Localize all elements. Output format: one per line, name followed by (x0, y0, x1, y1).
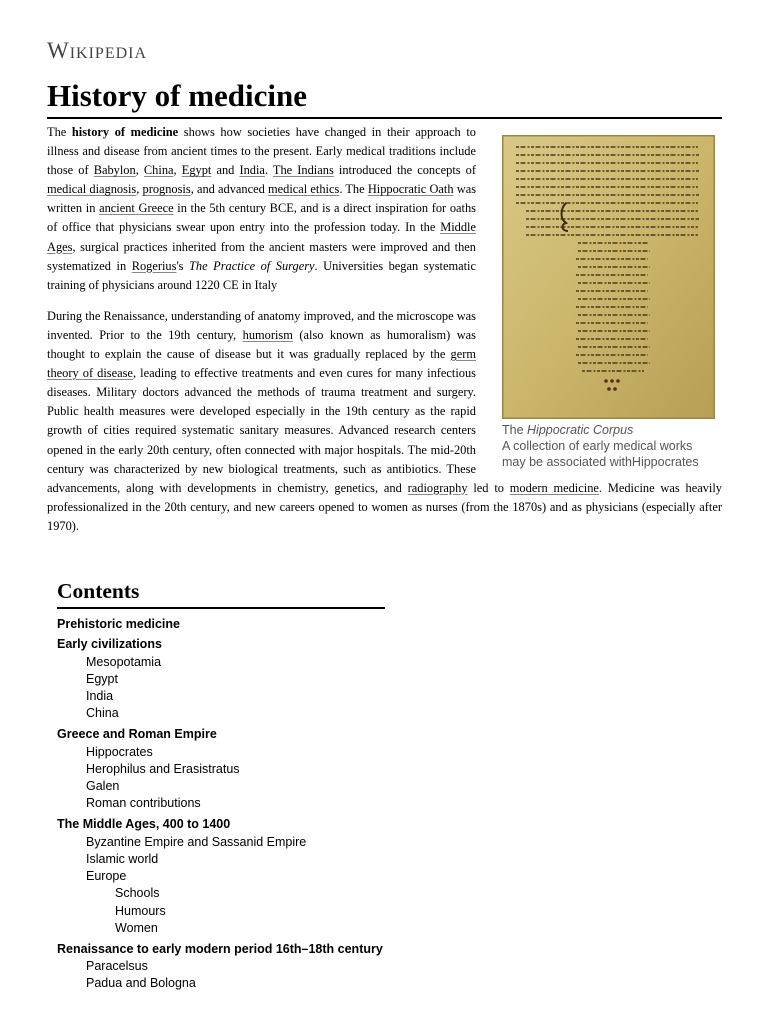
contents-heading: Contents (57, 579, 140, 603)
toc-item[interactable]: Renaissance to early modern period 16th–18th century (57, 941, 383, 956)
link-medical-ethics[interactable]: medical ethics (268, 182, 340, 197)
toc-subitem[interactable]: Padua and Bologna (86, 976, 196, 991)
contents-divider (57, 607, 385, 609)
link-prognosis[interactable]: prognosis (142, 182, 191, 197)
title-divider (47, 117, 722, 119)
toc-item[interactable]: Prehistoric medicine (57, 616, 180, 631)
link-ancient-greece[interactable]: ancient Greece (99, 201, 174, 216)
link-radiography[interactable]: radiography (407, 480, 468, 495)
toc-subitem[interactable]: India (86, 689, 114, 704)
toc-subitem[interactable]: Herophilus and Erasistratus (86, 761, 240, 776)
link-medical-diagnosis[interactable]: medical diagnosis (47, 182, 137, 197)
toc-subitem[interactable]: Islamic world (86, 851, 159, 866)
toc-subitem[interactable]: Mesopotamia (86, 654, 162, 669)
toc-subitem[interactable]: Byzantine Empire and Sassanid Empire (86, 834, 307, 849)
toc-subsubitem[interactable]: Women (115, 921, 158, 936)
link-hippocratic-oath[interactable]: Hippocratic Oath (367, 182, 454, 197)
toc-subitem[interactable]: Hippocrates (86, 744, 153, 759)
link-humorism[interactable]: humorism (242, 327, 293, 342)
toc-subitem[interactable]: Europe (86, 869, 127, 884)
link-china[interactable]: China (143, 163, 174, 178)
page-title: History of medicine (47, 78, 308, 113)
infobox (502, 135, 716, 471)
table-of-contents (57, 576, 497, 993)
hippocratic-corpus-image[interactable] (502, 135, 715, 419)
wikipedia-logo[interactable]: Wikipedia (47, 38, 148, 63)
link-germ-theory[interactable]: germ theory of disease (47, 347, 476, 381)
toc-item[interactable]: Greece and Roman Empire (57, 727, 217, 742)
second-paragraph: During the Renaissance, understanding of anatomy improved, and the microscope was invented. Prior to the 19th century, humorism (also known as humoralism) was thought to explain the cause of disease but it was gradually replaced by the germ theory of disease, leading to effective treatments and even cures for many infectious diseases. Military doctors advanced the methods of trauma treatment and surgery. Public health measures were developed especially in the 19th century as the rapid growth of cities required systematic sanitary measures. Advanced research centers opened in the early 20th century, often connected with major hospitals. The mid-20th century was characterized by new biological treatments, such as antibiotics. These advancements, along with developments in chemistry, genetics, and radiography led to modern medicine. Medicine was heavily professionalized in the 20th century, and new careers opened to women as nurses (from the 1870s) and as physicians (especially after 1970). (47, 308, 723, 533)
link-babylon[interactable]: Babylon (93, 163, 136, 178)
toc-subitem[interactable]: Roman contributions (86, 796, 201, 811)
toc-subitem[interactable]: Egypt (86, 671, 118, 686)
toc-subitem[interactable]: Paracelsus (86, 959, 148, 974)
link-egypt[interactable]: Egypt (181, 163, 212, 178)
intro-paragraph: The history of medicine shows how societies have changed in their approach to illness and disease from ancient times to the present. Early medical traditions include those of Babylon, China, Egypt and India. The Indians introduced the concepts of medical diagnosis, prognosis, and advanced medical ethics. The Hippocratic Oath was written in ancient Greece in the 5th century BCE, and is a direct inspiration for oaths of office that physicians swear upon entry into the profession today. In the Middle Ages, surgical practices inherited from the ancient masters were improved and then systematized in Rogerius's The Practice of Surgery. Universities began systematic training of physicians around 1220 CE in Italy (47, 125, 477, 292)
toc-subsubitem[interactable]: Schools (115, 886, 160, 901)
link-india[interactable]: India (239, 163, 265, 178)
toc-subitem[interactable]: Galen (86, 779, 120, 794)
article-body (47, 123, 722, 548)
image-caption: The Hippocratic Corpus A collection of early medical works may be associated withHippocrates (502, 423, 699, 470)
link-rogerius[interactable]: Rogerius (131, 258, 177, 273)
link-modern-medicine[interactable]: modern medicine (509, 480, 599, 495)
toc-subitem[interactable]: China (86, 706, 119, 721)
toc-item[interactable]: Early civilizations (57, 637, 162, 652)
link-middle-ages[interactable]: Middle Ages (47, 220, 476, 254)
link-the-indians[interactable]: The Indians (272, 163, 334, 178)
toc-subsubitem[interactable]: Humours (115, 903, 166, 918)
toc-item[interactable]: The Middle Ages, 400 to 1400 (57, 817, 231, 832)
